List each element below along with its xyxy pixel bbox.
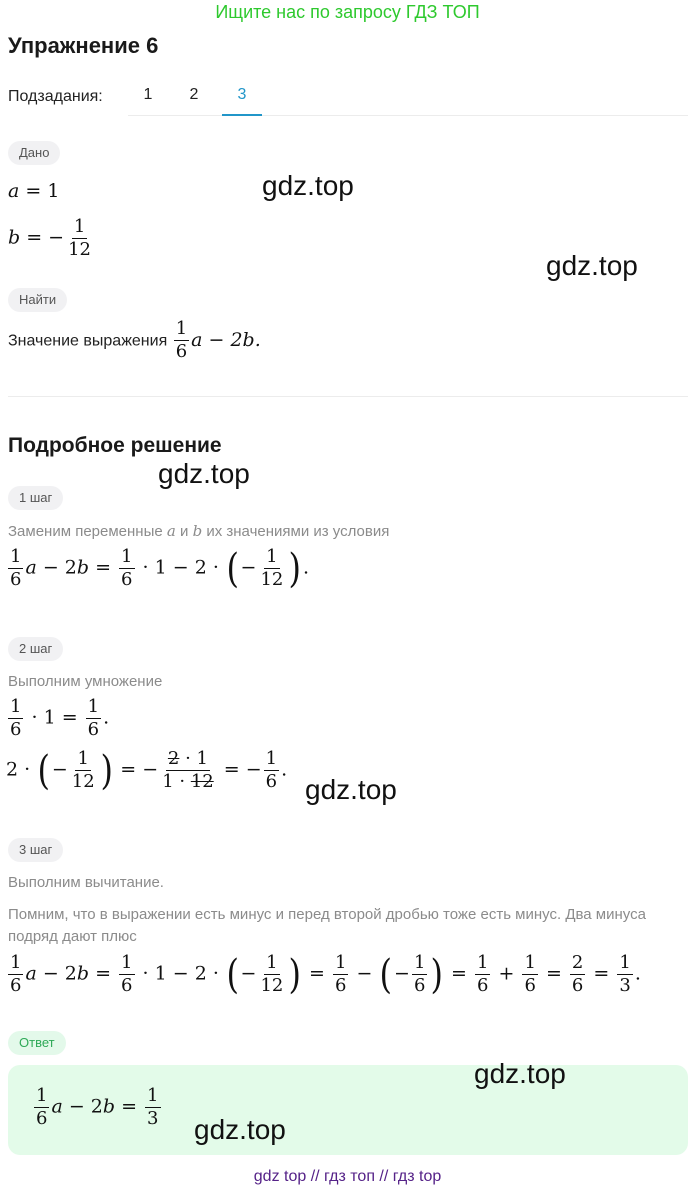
step3-formula: $\frac{1}{6}$ a − 2b = $\frac{1}{6}$ · 1 − 2 · (− $\frac{1}{12}$ ) = $\frac{1}{6}$ − (− $\frac{1}{6}$ ) = $\frac{1}{6}$ + $\frac{1}{6}$ = $\frac{2}{6}$ = $\frac{1}{3}$ . [10,951,641,998]
watermark: gdz.top [262,170,354,201]
step3-note: Помним, что в выражении есть минус и перед второй дробью тоже есть минус. Два минуса подряд дают плюс [8,906,646,945]
step1-desc: Заменим переменные a и b их значениями из условия [8,522,390,540]
given-b: b = − $\frac{1}{12}$ [8,216,92,260]
find-text: Значение выражения $\frac{1}{6}$ a − 2b. [8,318,261,362]
tab-2[interactable]: 2 [189,86,199,103]
page-title: Упражнение 6 [8,33,159,58]
watermark: gdz.top [546,250,638,281]
given-label: Дано [8,141,60,165]
step2-label: 2 шаг [8,637,63,661]
tab-1[interactable]: 1 [143,86,153,103]
solution-title: Подробное решение [8,434,222,457]
watermark: gdz.top [194,1114,286,1145]
given-a: a = 1 [8,180,60,202]
step2-formula-1: $\frac{1}{6}$ · 1 = $\frac{1}{6}$ . [10,696,110,740]
answer-formula: $\frac{1}{6}$ a − 2b = $\frac{1}{3}$ [36,1085,159,1129]
step2-desc: Выполним умножение [8,673,163,690]
watermark: gdz.top [474,1058,566,1089]
divider [8,396,688,397]
step2-formula-2: 2 · (− $\frac{1}{12}$ ) = − $\frac{2 \cdot 1}{1 \cdot 12}$ = − $\frac{1}{6}$ . [6,747,288,794]
promo-banner[interactable]: Ищите нас по запросу ГДЗ ТОП [215,2,480,22]
subtasks-label: Подзадания: [8,88,103,105]
step1-formula: $\frac{1}{6}$ a − 2b = $\frac{1}{6}$ · 1 − 2 · (− $\frac{1}{12}$ ). [10,545,310,592]
step3-label: 3 шаг [8,838,63,862]
subtask-tabs [128,80,688,116]
answer-label: Ответ [8,1031,66,1055]
find-label: Найти [8,288,67,312]
tab-3[interactable]: 3 [222,86,262,116]
step1-label: 1 шаг [8,486,63,510]
footer-links[interactable]: gdz top // гдз топ // гдз top [253,1168,442,1185]
watermark: gdz.top [305,774,397,805]
step3-desc: Выполним вычитание. [8,874,164,891]
watermark: gdz.top [158,458,250,489]
